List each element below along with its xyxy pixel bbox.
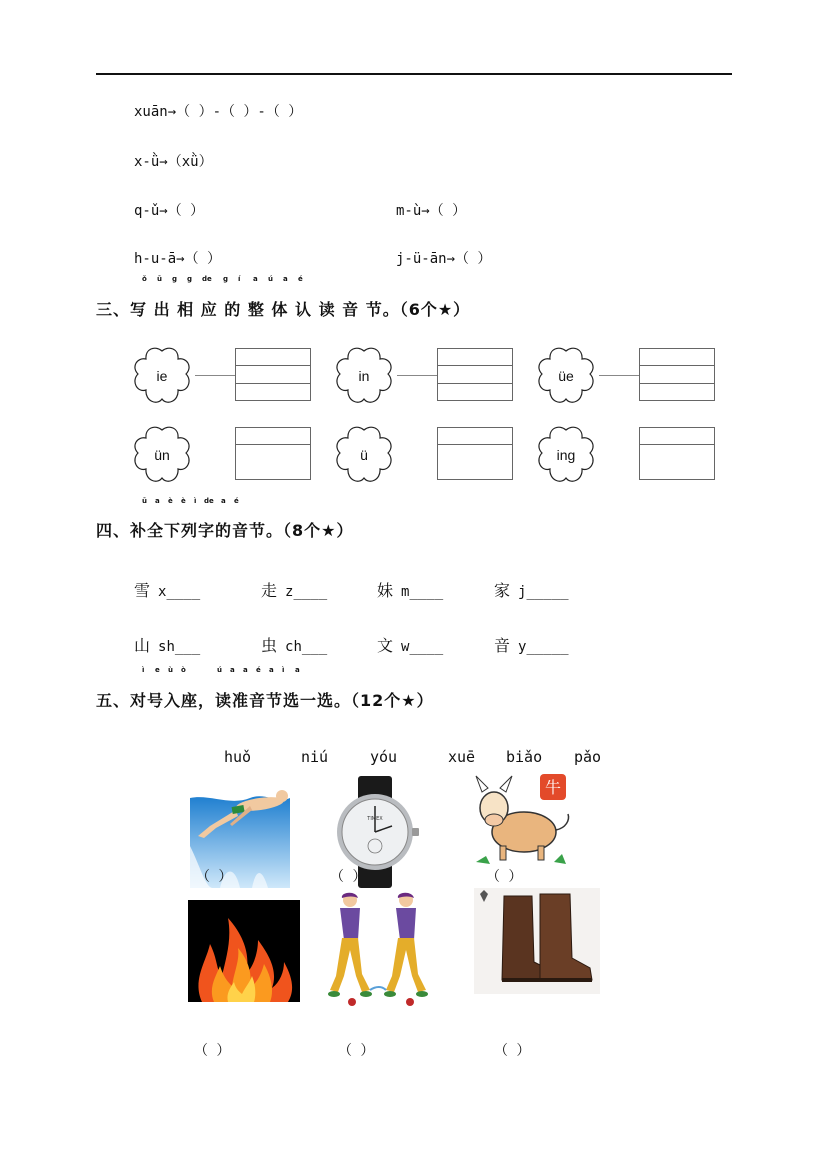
answer-box-u[interactable] — [437, 427, 513, 480]
flower-un: ün — [129, 422, 195, 488]
flower-in: in — [331, 343, 397, 409]
ox-picture — [466, 770, 578, 870]
fire-picture — [188, 900, 300, 1002]
flower-ue: üe — [533, 343, 599, 409]
section3-title: 三、写 出 相 应 的 整 体 认 读 音 节。（6个★） — [96, 300, 471, 319]
flower-ie: ie — [129, 343, 195, 409]
section5-title: 五、对号入座，读准音节选一选。（12个★） — [96, 691, 434, 710]
top-rule — [96, 73, 732, 75]
syllable-huo: huǒ — [224, 748, 252, 766]
answer-paren-fire[interactable]: （ ） — [194, 1043, 231, 1059]
answer-box-ing[interactable] — [639, 427, 715, 480]
syllable-item-chong: 虫 ch___ — [261, 636, 328, 655]
syllable-item-wen: 文 w____ — [377, 636, 444, 655]
section4-title: 四、补全下列字的音节。（8个★） — [96, 521, 354, 540]
syllable-item-jia: 家 j_____ — [494, 581, 569, 600]
ox-badge-char: 牛 — [544, 778, 562, 797]
garbled-line-3: ì e ù ò ú a a é a ì a — [142, 666, 300, 674]
pinyin-line-xu: x-ǜ→（xǜ） — [134, 154, 213, 170]
syllable-biao: biǎo — [506, 748, 543, 766]
answer-box-ie[interactable] — [235, 348, 311, 401]
answer-paren-watch[interactable]: （ ） — [330, 869, 367, 885]
answer-paren-swimmer[interactable]: （ ） — [196, 869, 233, 885]
garbled-line-1: ǒ ū g g de g í a ú a é — [142, 275, 303, 283]
boots-picture — [474, 888, 600, 994]
boots-icon — [474, 888, 600, 994]
flower-u: ü — [331, 422, 397, 488]
fire-icon — [188, 900, 300, 1002]
syllable-pao: pǎo — [574, 748, 602, 766]
ox-icon — [466, 770, 578, 870]
connector-line — [599, 375, 639, 376]
answer-paren-runner[interactable]: （ ） — [338, 1043, 375, 1059]
flower-ing: ing — [533, 422, 599, 488]
syllable-you: yóu — [370, 748, 398, 766]
syllable-item-yin: 音 y_____ — [494, 636, 569, 655]
pinyin-line-juan: j-ü-ān→（ ） — [396, 251, 492, 267]
answer-box-un[interactable] — [235, 427, 311, 480]
syllable-niu: niú — [301, 748, 329, 766]
pinyin-line-hua: h-u-ā→（ ） — [134, 251, 222, 267]
garbled-line-2: ū a è è ì de a é — [142, 497, 239, 505]
syllable-item-zou: 走 z____ — [261, 581, 328, 600]
answer-paren-boots[interactable]: （ ） — [494, 1043, 531, 1059]
connector-line — [397, 375, 437, 376]
syllable-item-mei: 妹 m____ — [377, 581, 444, 600]
pinyin-line-mu: m-ù→（ ） — [396, 203, 467, 219]
answer-box-ue[interactable] — [639, 348, 715, 401]
watch-brand-label: TIMEX — [367, 816, 383, 822]
runner-icon — [326, 890, 438, 1008]
syllable-item-shan: 山 sh___ — [134, 636, 201, 655]
runner-picture — [326, 890, 438, 1008]
connector-line — [195, 375, 235, 376]
pinyin-line-qu: q-ǔ→（ ） — [134, 203, 205, 219]
answer-box-in[interactable] — [437, 348, 513, 401]
answer-paren-ox[interactable]: （ ） — [486, 869, 523, 885]
syllable-xue: xuē — [448, 748, 476, 766]
pinyin-line-xuan: xuān→（ ）-（ ）-（ ） — [134, 104, 303, 120]
syllable-item-xue: 雪 x____ — [134, 581, 201, 600]
